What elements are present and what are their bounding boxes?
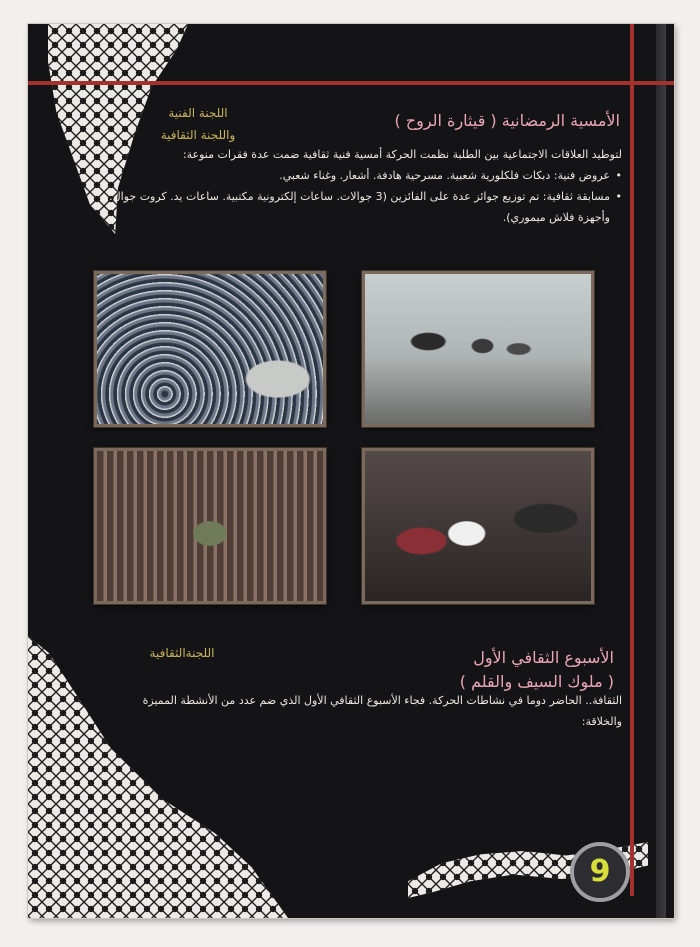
audience-photo bbox=[94, 271, 326, 427]
speaker-on-stage-photo bbox=[94, 448, 326, 604]
page-number-badge: 9 bbox=[570, 842, 630, 902]
section2-title-line2: ( ملوك السيف والقلم ) bbox=[459, 672, 614, 691]
red-horizontal-rule bbox=[28, 81, 674, 85]
section1-committee bbox=[140, 102, 256, 146]
section1-bullet-list bbox=[102, 165, 622, 228]
dance-performance-photo bbox=[362, 271, 594, 427]
bullet-item: • مسابقة ثقافية: تم توزيع جوائز عدة على الفائزين (3 جوالات. ساعات إلكترونية مكتبية. ساعات يد. كروت جوال. وأجهزة فلاش ميموري). bbox=[102, 186, 622, 228]
section2-committee: اللجنةالثقافية bbox=[149, 646, 215, 660]
committee-art-label: اللجنة الفنية bbox=[168, 106, 228, 120]
students-with-microphone-photo bbox=[362, 448, 594, 604]
committee-culture-label: واللجنة الثقافية bbox=[160, 128, 236, 142]
bullet-item: • عروض فنية: دبكات فلكلورية شعبية. مسرحية هادفة. أشعار. وغناء شعبي. bbox=[102, 165, 622, 186]
keffiyeh-bottom-decoration bbox=[28, 636, 288, 918]
section2-title bbox=[460, 646, 614, 694]
section2-title-line1: الأسبوع الثقافي الأول bbox=[473, 648, 614, 667]
section1-intro: لتوطيد العلاقات الاجتماعية بين الطلبة نظمت الحركة أمسية فنية ثقافية ضمت عدة فقرات منوعة: bbox=[182, 148, 622, 161]
section1-title: الأمسية الرمضانية ( قيثارة الروح ) bbox=[394, 111, 620, 130]
section1-body bbox=[102, 144, 622, 228]
red-vertical-rule bbox=[630, 24, 634, 896]
section2-body: الثقافة.. الحاضر دوما في نشاطات الحركة. فجاء الأسبوع الثقافي الأول الذي ضم عدد من الأنشطة المميزة والخلاقة: bbox=[142, 694, 622, 728]
page-edge bbox=[656, 24, 666, 918]
page bbox=[28, 24, 674, 918]
